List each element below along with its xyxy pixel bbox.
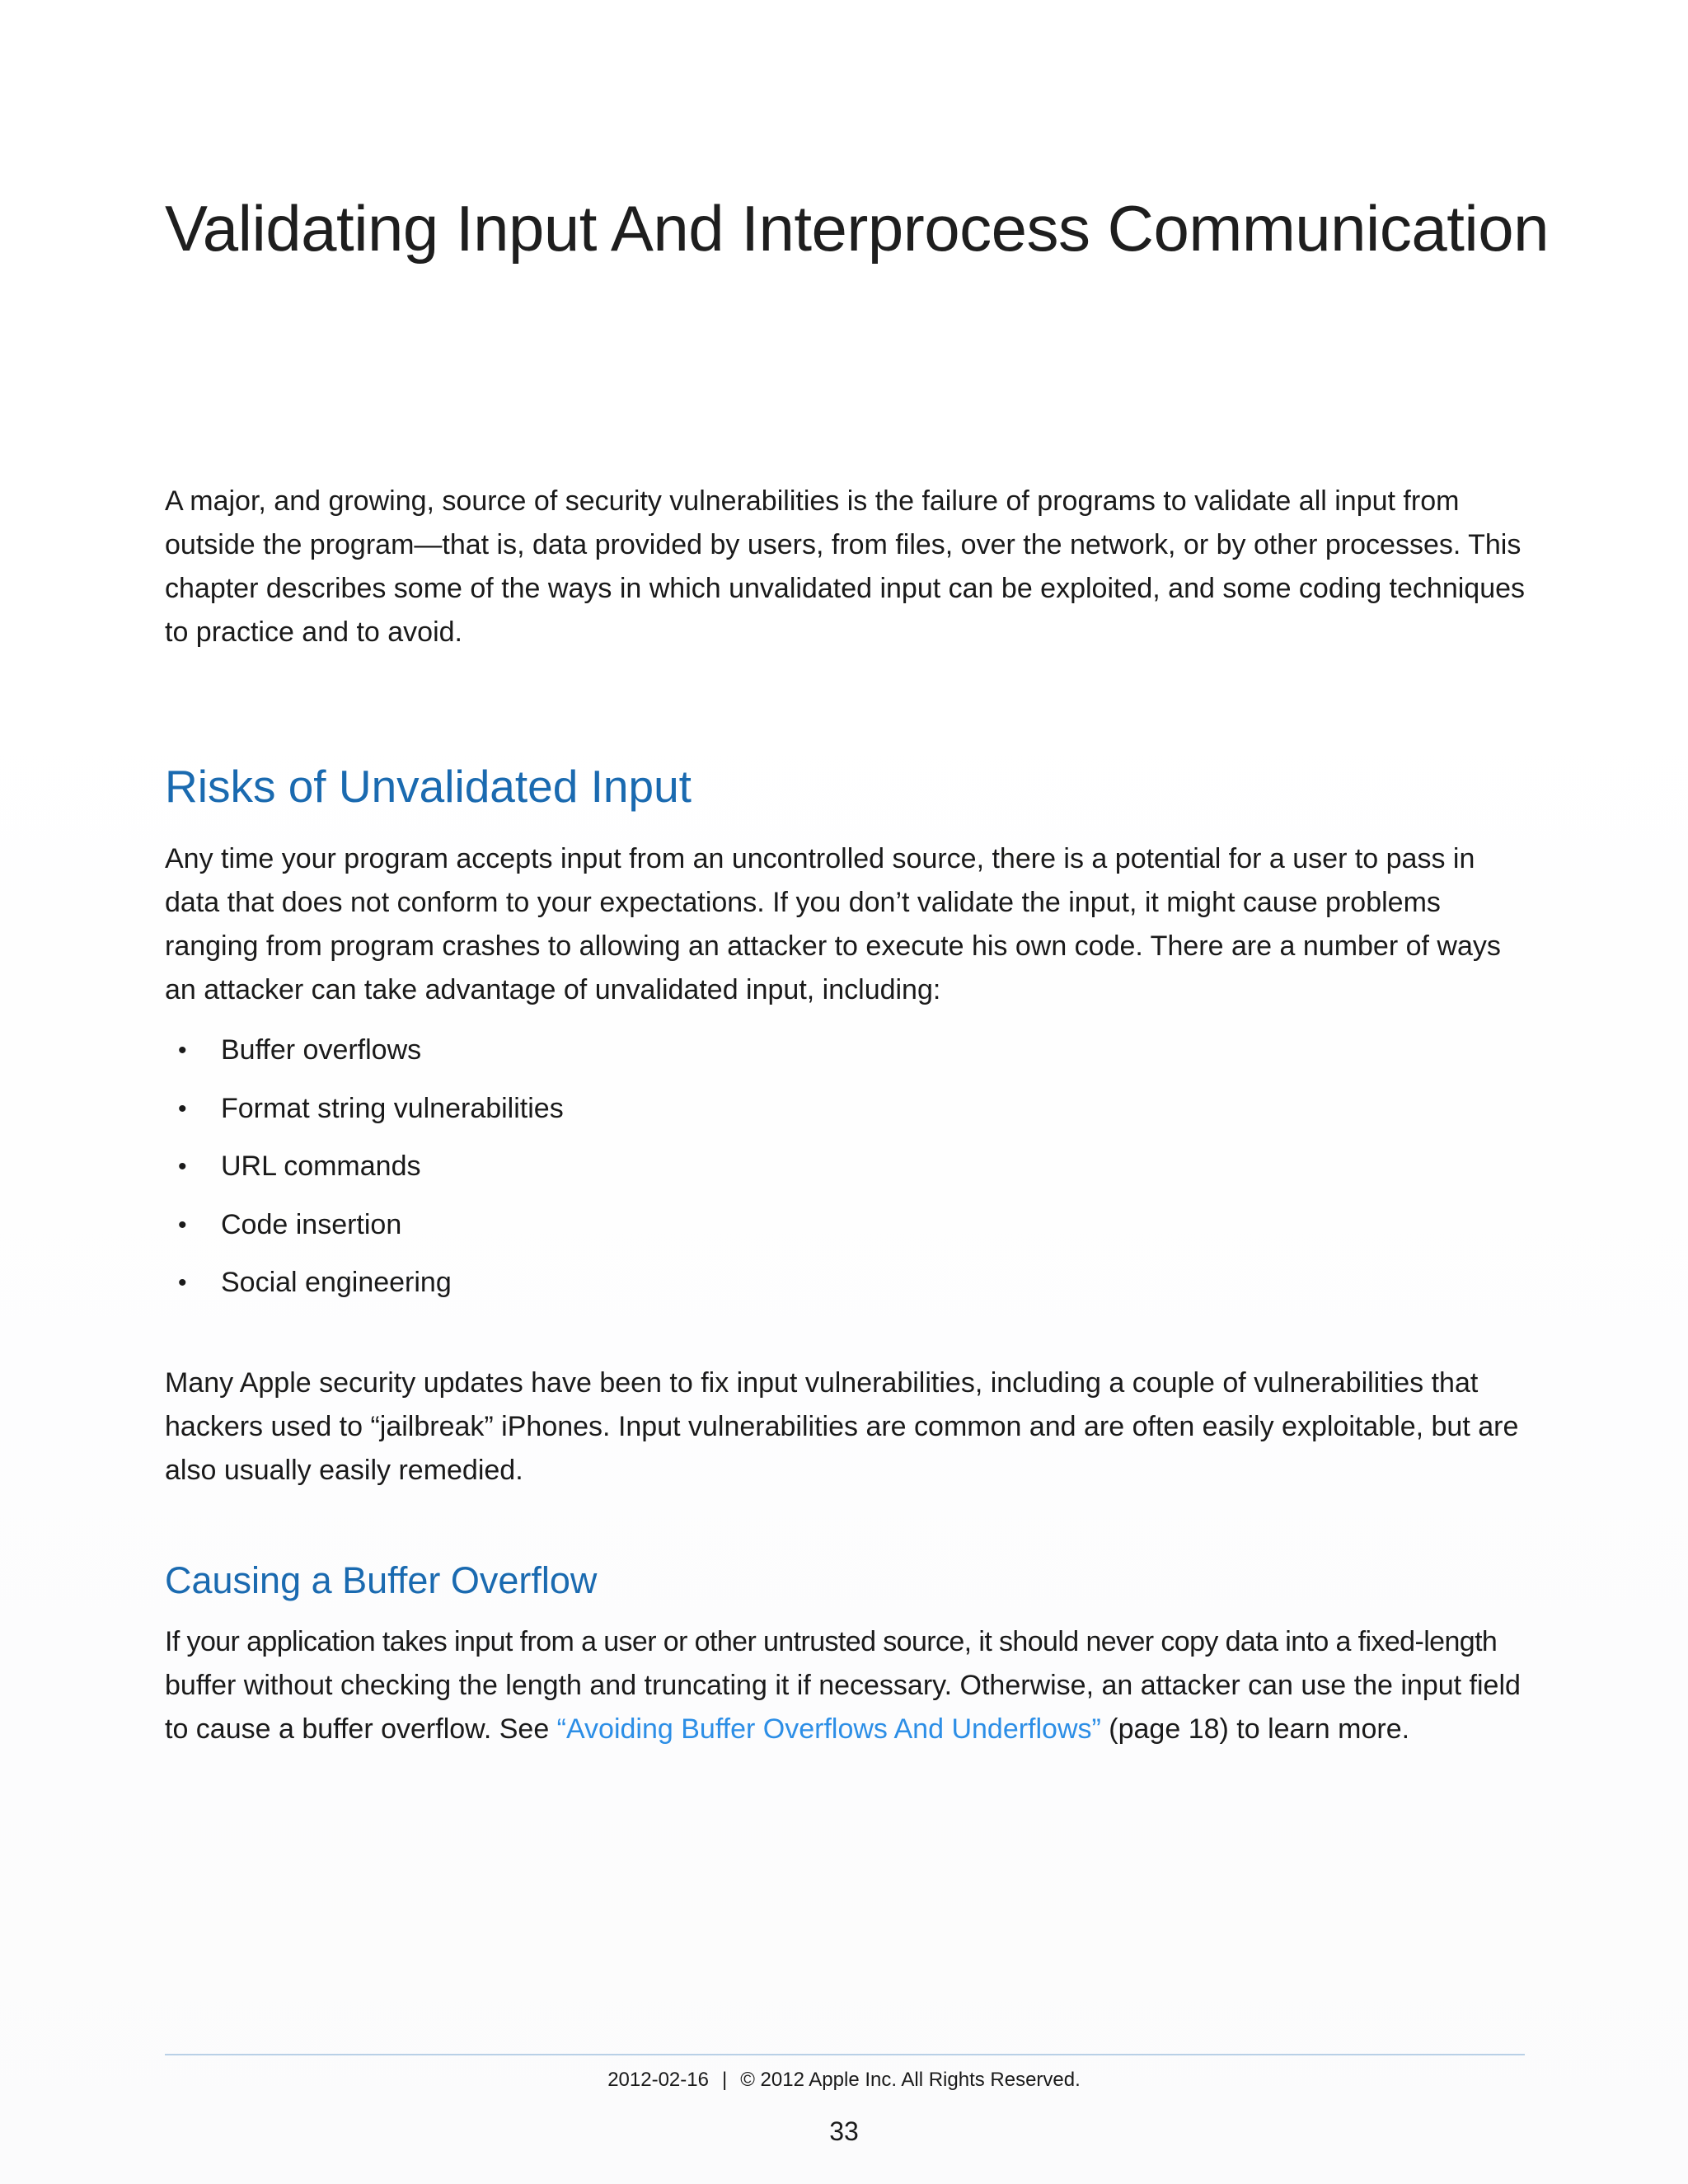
apple-updates-paragraph: Many Apple security updates have been to fix input vulnerabilities, including a couple of vulnerabilities that hackers used to “jailbreak” iPhones. Input vulnerabilities are common and are often easily exploitable, but are also usually easily remedied. bbox=[165, 1367, 1519, 1486]
list-item bbox=[165, 1145, 564, 1203]
subsection-heading-buffer-overflow: Causing a Buffer Overflow bbox=[165, 1559, 598, 1601]
list-item-label: Social engineering bbox=[221, 1267, 452, 1298]
list-item bbox=[165, 1203, 564, 1262]
footer-date: 2012-02-16 bbox=[607, 2069, 709, 2091]
list-item bbox=[165, 1087, 564, 1146]
section-heading-risks: Risks of Unvalidated Input bbox=[165, 761, 692, 812]
buffer-overflow-text-line1: If your application takes input from a user or other untrusted source, it should never copy data into a fixed-length bbox=[165, 1626, 1498, 1657]
chapter-intro-paragraph: A major, and growing, source of security vulnerabilities is the failure of programs to validate all input from outside the program—that is, data provided by users, from files, over the network, or by other processes. This chapter describes some of the ways in which unvalidated input can be exploited, and some coding techniques to practice and to avoid. bbox=[165, 485, 1526, 648]
footer-copyright: © 2012 Apple Inc. All Rights Reserved. bbox=[740, 2069, 1081, 2091]
buffer-overflow-text-after-link: (page 18) to learn more. bbox=[1100, 1713, 1410, 1745]
footer-separator: | bbox=[721, 2069, 728, 2091]
buffer-overflow-text-before-link: buffer without checking the length and truncating it if necessary. Otherwise, an attacker can use the input field to cause a buffer overflow. See bbox=[165, 1670, 1521, 1745]
footer bbox=[0, 2067, 1688, 2093]
list-item-label: URL commands bbox=[221, 1151, 421, 1182]
bullet-icon: • bbox=[178, 1153, 187, 1180]
footer-divider bbox=[165, 2054, 1525, 2055]
list-item bbox=[165, 1029, 564, 1087]
list-item bbox=[165, 1261, 564, 1319]
attack-types-list bbox=[165, 1029, 564, 1319]
chapter-title: Validating Input And Interprocess Communication bbox=[165, 192, 1550, 265]
section-body-paragraph: Any time your program accepts input from an uncontrolled source, there is a potential for a user to pass in data that does not conform to your expectations. If you don’t validate the input, it might cause problems ranging from program crashes to allowing an attacker to execute his own code. There are a number of ways an attacker can take advantage of unvalidated input, including: bbox=[165, 843, 1501, 1005]
list-item-label: Code insertion bbox=[221, 1208, 402, 1240]
bullet-icon: • bbox=[178, 1094, 187, 1122]
bullet-icon: • bbox=[178, 1211, 187, 1239]
page-number: 33 bbox=[829, 2116, 859, 2146]
bullet-icon: • bbox=[178, 1037, 187, 1064]
buffer-overflow-paragraph bbox=[165, 1620, 1525, 1751]
list-item-label: Format string vulnerabilities bbox=[221, 1092, 564, 1124]
avoiding-buffer-overflows-link[interactable]: “Avoiding Buffer Overflows And Underflows” bbox=[556, 1713, 1101, 1745]
list-item-label: Buffer overflows bbox=[221, 1034, 422, 1066]
bullet-icon: • bbox=[178, 1269, 187, 1296]
